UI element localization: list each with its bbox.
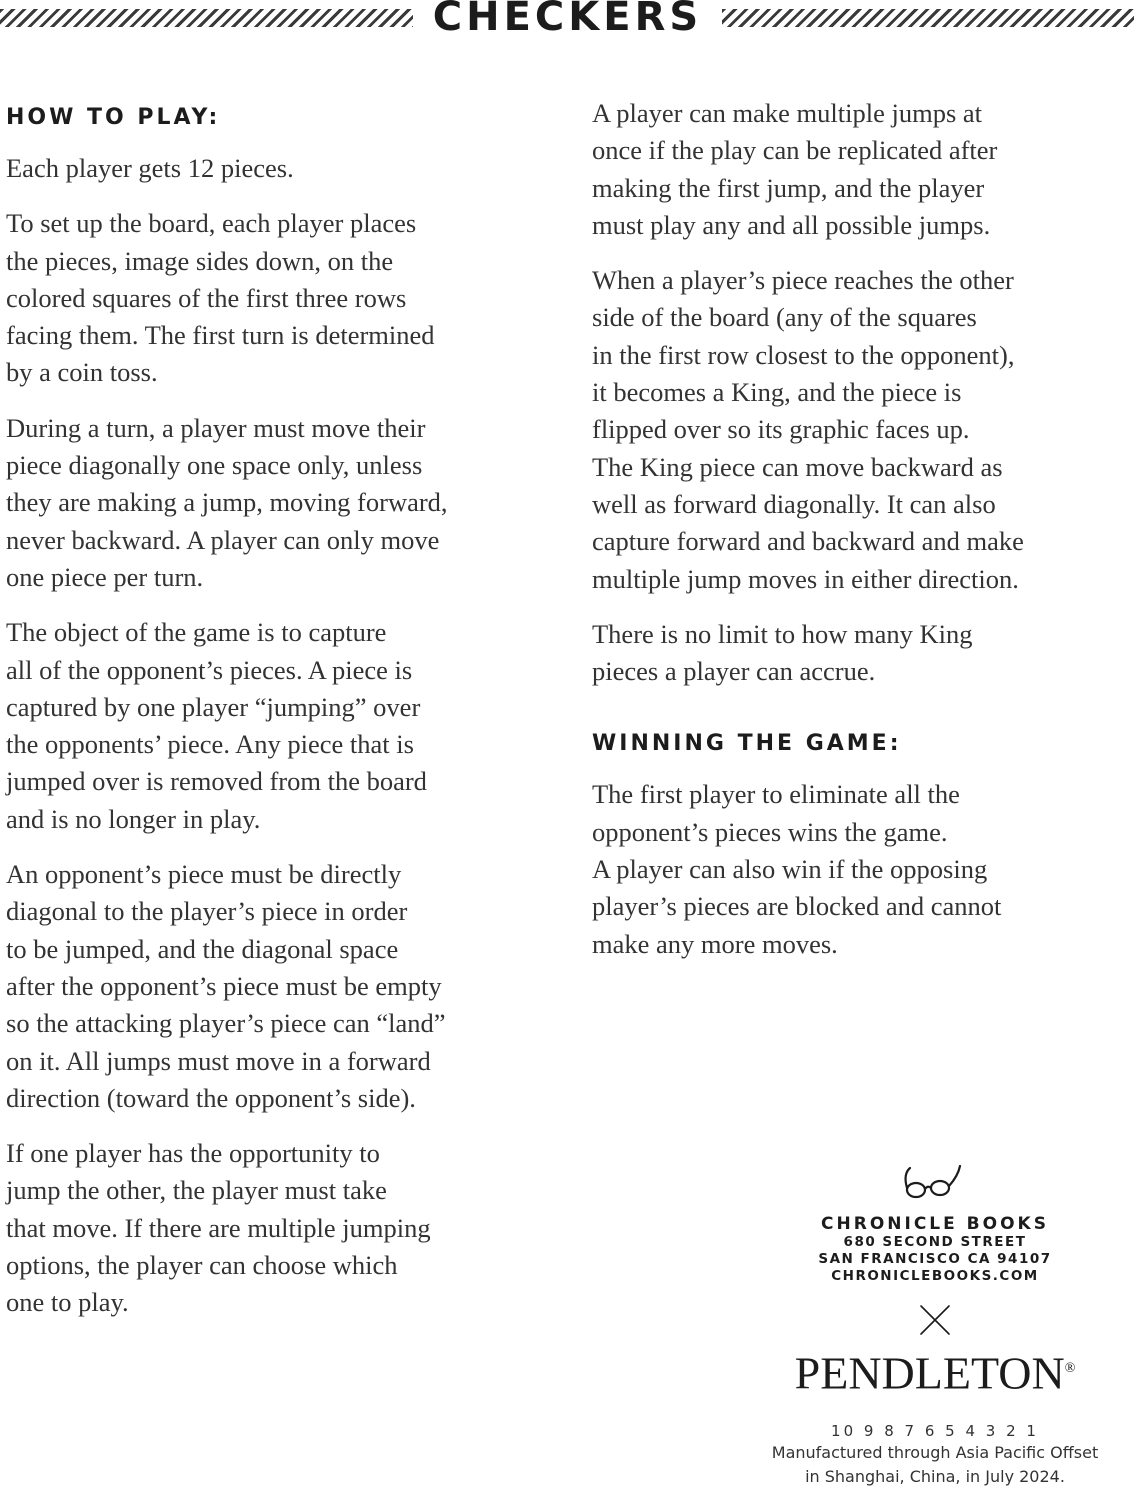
partner-name: PENDLETON: [794, 1347, 1065, 1399]
rule-paragraph: A player can make multiple jumps at once if the play can be replicated after making the first jump, and the player must play any and all possible jumps.: [592, 98, 998, 240]
right-column: [592, 92, 1132, 981]
left-column: [6, 92, 551, 1340]
rule-paragraph: If one player has the opportunity to jump the other, the player must take that move. If there are multiple jumping options, the player can choose which one to play.: [6, 1138, 431, 1318]
publisher-address: 680 SECOND STREET: [843, 1234, 1027, 1250]
publisher-name: CHRONICLE BOOKS: [821, 1214, 1049, 1234]
cross-icon: [918, 1303, 952, 1337]
registered-mark: ®: [1064, 1361, 1076, 1376]
manufacturing-info: in Shanghai, China, in July 2024.: [805, 1467, 1065, 1487]
rule-paragraph: To set up the board, each player places the pieces, image sides down, on the colored squares of the first three rows facing them. The first turn is determined by a coin toss.: [6, 208, 435, 388]
publisher-city: SAN FRANCISCO CA 94107: [818, 1251, 1052, 1267]
rule-paragraph: During a turn, a player must move their piece diagonally one space only, unless they are making a jump, moving forward, never backward. A player can only move one piece per turn.: [6, 412, 448, 592]
manufacturing-info: Manufactured through Asia Pacific Offset: [771, 1443, 1099, 1463]
title-hatch-right: [722, 9, 1134, 27]
spectacles-icon: [900, 1160, 970, 1204]
page-title: CHECKERS: [432, 0, 703, 40]
publisher-website: CHRONICLEBOOKS.COM: [831, 1268, 1039, 1284]
rule-paragraph: The object of the game is to capture all of the opponent’s pieces. A piece is captured by one player “jumping” over the opponents’ piece. Any piece that is jumped over is removed from the board and is no longer in play.: [6, 617, 427, 834]
how-to-play-heading: HOW TO PLAY:: [6, 105, 221, 130]
publisher-block: [740, 1160, 1130, 1489]
printing-line: 10 9 8 7 6 5 4 3 2 1: [831, 1422, 1039, 1441]
winning-paragraph: The first player to eliminate all the opponent’s pieces wins the game. A player can also win if the opposing player’s pieces are blocked and cannot make any more moves.: [592, 779, 1002, 959]
rule-paragraph: There is no limit to how many King pieces a player can accrue.: [592, 618, 973, 687]
pendleton-logo: [740, 1343, 1130, 1399]
rule-paragraph: An opponent’s piece must be directly diagonal to the player’s piece in order to be jumped, and the diagonal space after the opponent’s piece must be empty so the attacking player’s piece can “land” on it. All jumps must move in a forward direction (toward the opponent’s side).: [6, 859, 446, 1113]
rule-paragraph: When a player’s piece reaches the other side of the board (any of the squares in the first row closest to the opponent), it becomes a King, and the piece is flipped over so its graphic faces up. The King piece can move backward as well as forward diagonally. It can also capture forward and backward and make multiple jump moves in either direction.: [592, 265, 1024, 594]
winning-heading: WINNING THE GAME:: [592, 731, 902, 757]
rule-paragraph: Each player gets 12 pieces.: [6, 153, 294, 183]
title-hatch-left: [0, 9, 413, 27]
title-bar: [0, 0, 1134, 44]
